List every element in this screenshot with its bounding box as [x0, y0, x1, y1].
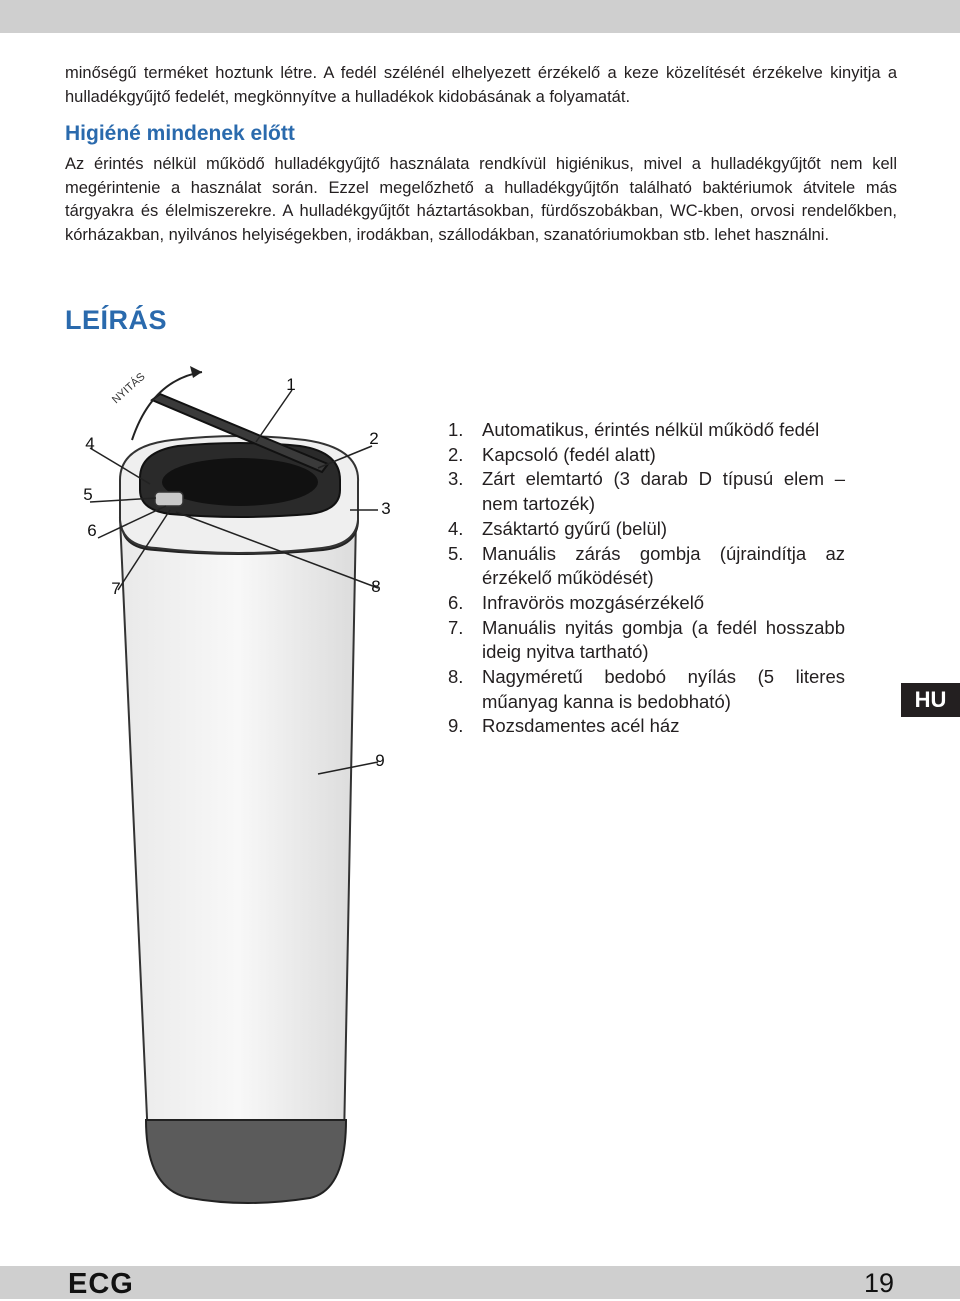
hygiene-paragraph: Az érintés nélkül működő hulladékgyűjtő használata rendkívül higiénikus, mivel a hulladékgyűjtőt nem kell megérintenie a használat során. Ezzel megelőzhető a hulladékgyűjtőn található baktériumok átvitele más tárgyakra és élelmiszerekre. A hulladékgyűjtőt háztartásokban, fürdőszobákban, WC-kben, orvosi rendelőkben, kórházakban, nyilvános helyiségekben, irodákban, szállodákban, szanatóriumokban stb. lehet használni. — [65, 155, 897, 244]
can-body — [120, 518, 356, 1140]
callout-1: 1 — [286, 375, 296, 394]
callout-5: 5 — [83, 485, 93, 504]
language-tab: HU — [901, 683, 960, 717]
callout-9: 9 — [375, 751, 385, 770]
list-item: 2. Kapcsoló (fedél alatt) — [448, 443, 656, 465]
can-base — [146, 1120, 346, 1203]
open-label: NYITÁS — [109, 370, 148, 407]
list-item: 8. Nagyméretű bedobó nyílás (5 literes műanyag kanna is bedobható) — [448, 666, 845, 712]
list-item: 4. Zsáktartó gyűrű (belül) — [448, 517, 668, 539]
sensor-panel — [155, 492, 183, 506]
callout-7: 7 — [111, 579, 121, 598]
callout-2: 2 — [369, 429, 379, 448]
brand-logo: ECG — [68, 1268, 134, 1300]
callout-8: 8 — [371, 577, 381, 596]
callout-3: 3 — [381, 499, 391, 518]
list-item: 6. Infravörös mozgásérzékelő — [448, 591, 705, 613]
intro-paragraph: minőségű terméket hoztunk létre. A fedél szélénél elhelyezett érzékelő a keze közelítését érzékelve kinyitja a hulladékgyűjtő fedelét, megkönnyítve a hulladékok kidobásának a folyamatát. — [65, 64, 897, 106]
list-item: 3. Zárt elemtartó (3 darab D típusú elem – nem tartozék) — [448, 468, 845, 515]
callout-4: 4 — [85, 434, 95, 453]
parts-list — [448, 418, 845, 739]
hygiene-heading: Higiéné mindenek előtt — [65, 122, 295, 145]
footer-bar — [0, 1266, 960, 1299]
list-item: 7. Manuális nyitás gombja (a fedél hosszabb ideig nyitva tartható) — [448, 616, 845, 663]
list-item: 1. Automatikus, érintés nélkül működő fedél — [448, 419, 820, 440]
list-item: 9. Rozsdamentes acél ház — [448, 715, 680, 737]
page-number: 19 — [863, 1268, 894, 1298]
header-bar — [0, 0, 960, 33]
callout-6: 6 — [87, 521, 97, 540]
list-item: 5. Manuális zárás gombja (újraindítja az érzékelő működését) — [448, 542, 845, 589]
trash-can-diagram — [60, 360, 440, 1240]
description-heading: LEÍRÁS — [65, 305, 168, 335]
